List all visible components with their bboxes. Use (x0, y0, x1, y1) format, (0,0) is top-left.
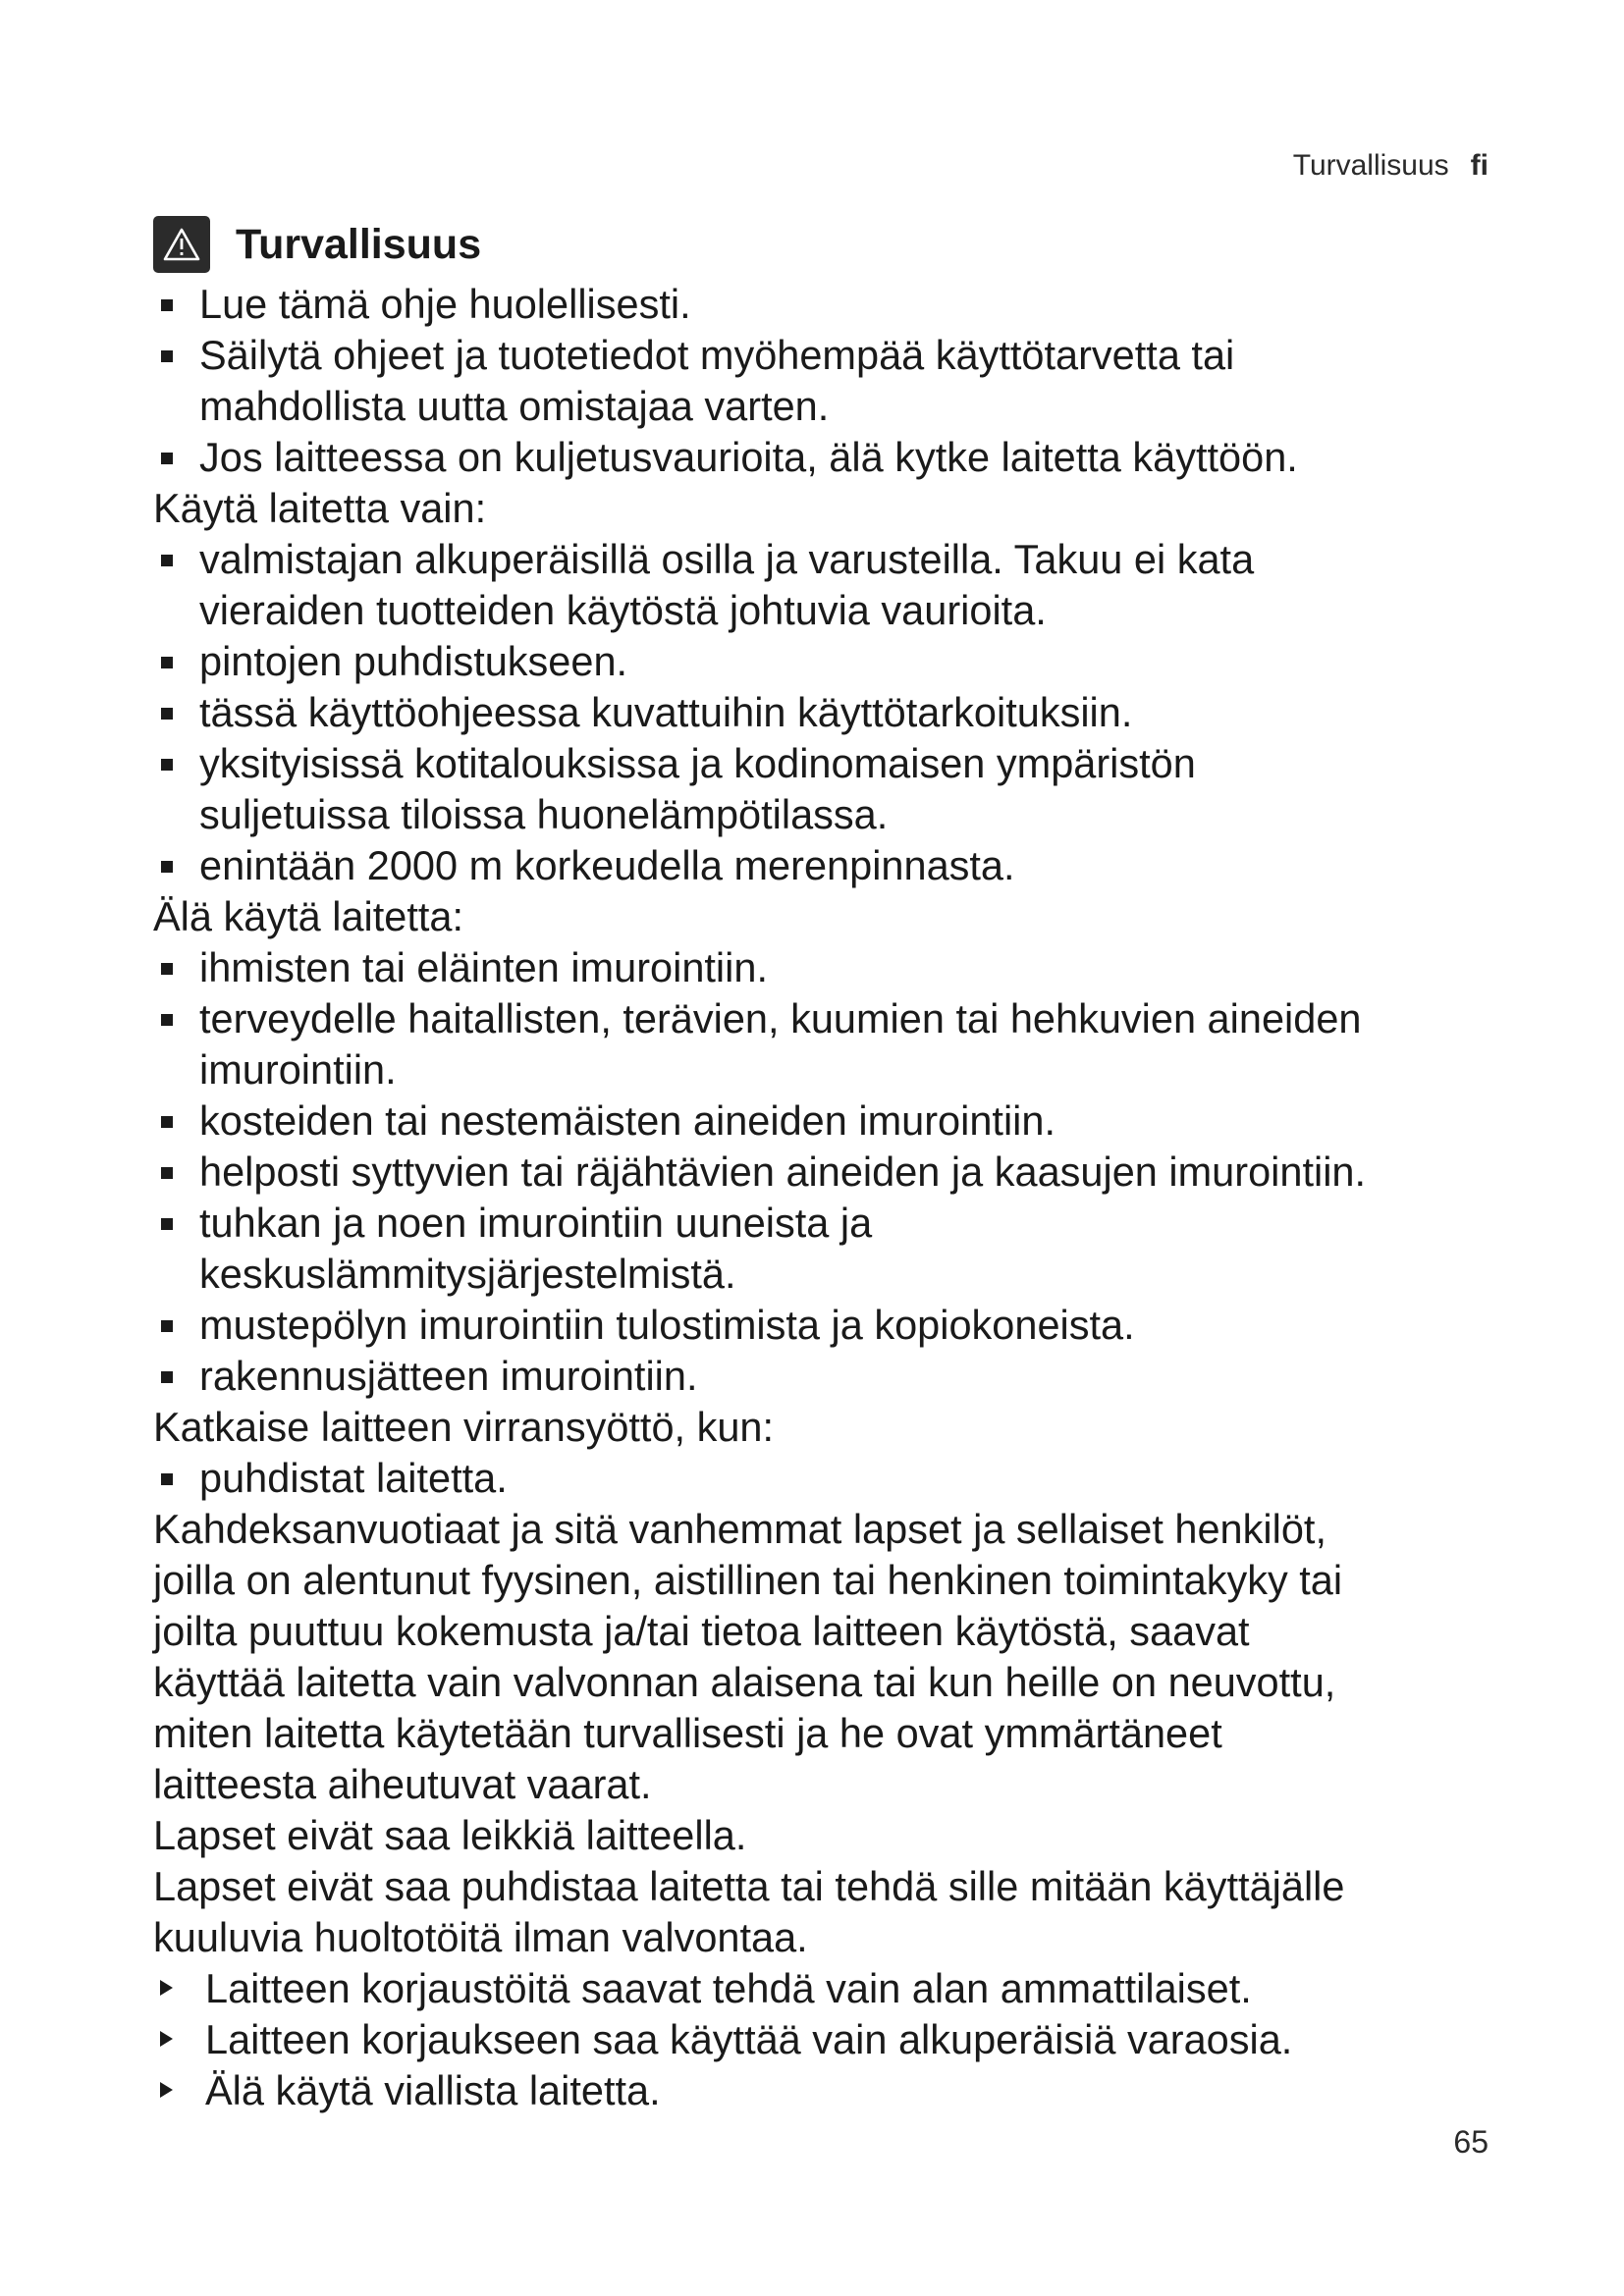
list-item-text: imurointiin. (199, 1046, 397, 1093)
list-item (153, 1095, 1508, 1147)
paragraph-line: joilla on alentunut fyysinen, aistillinen tai henkinen toimintakyky tai (153, 1557, 1343, 1603)
instruction-step (153, 2065, 1508, 2116)
page-content (153, 210, 1508, 2116)
list-item (153, 840, 1508, 891)
instruction-step (153, 2014, 1508, 2065)
list-item-text: pintojen puhdistukseen. (199, 638, 628, 684)
list-item (153, 1147, 1508, 1198)
list-item (153, 432, 1508, 483)
paragraph-children-supervision (153, 1504, 1508, 1810)
list-item (153, 279, 1508, 330)
list-item (153, 1351, 1508, 1402)
disconnect-list (153, 1453, 1508, 1504)
do-not-use-list (153, 942, 1508, 1402)
list-item (153, 1198, 1508, 1300)
list-item-text: tässä käyttöohjeessa kuvattuihin käyttötarkoituksiin. (199, 689, 1133, 735)
page-title: Turvallisuus (236, 221, 482, 268)
list-item-text: ihmisten tai eläinten imurointiin. (199, 944, 768, 990)
list-item-text: Lue tämä ohje huolellisesti. (199, 281, 691, 327)
list-item (153, 738, 1508, 840)
use-only-heading: Käytä laitetta vain: (153, 485, 487, 531)
list-item-text: yksityisissä kotitalouksissa ja kodinomaisen ympäristön (199, 740, 1196, 786)
list-item (153, 330, 1508, 432)
list-item-text: rakennusjätteen imurointiin. (199, 1353, 698, 1399)
list-item-text: Jos laitteessa on kuljetusvaurioita, älä kytke laitetta käyttöön. (199, 434, 1298, 480)
list-item (153, 993, 1508, 1095)
instruction-step (153, 1963, 1508, 2014)
paragraph-line: Lapset eivät saa puhdistaa laitetta tai tehdä sille mitään käyttäjälle (153, 1863, 1345, 1909)
list-item (153, 942, 1508, 993)
paragraph-line: Lapset eivät saa leikkiä laitteella. (153, 1812, 747, 1858)
paragraph-line: Kahdeksanvuotiaat ja sitä vanhemmat lapset ja sellaiset henkilöt, (153, 1506, 1326, 1552)
list-item-text: kosteiden tai nestemäisten aineiden imurointiin. (199, 1097, 1056, 1144)
list-item-text: keskuslämmitysjärjestelmistä. (199, 1251, 736, 1297)
running-header-language: fi (1470, 149, 1489, 182)
paragraph-line: miten laitetta käytetään turvallisesti ja he ovat ymmärtäneet (153, 1710, 1222, 1756)
paragraph-line: laitteesta aiheutuvat vaarat. (153, 1761, 652, 1807)
step-arrow-icon (160, 2031, 173, 2047)
instruction-step-text: Älä käytä viallista laitetta. (205, 2067, 661, 2113)
list-item-text: mustepölyn imurointiin tulostimista ja kopiokoneista. (199, 1302, 1135, 1348)
step-arrow-icon (160, 1980, 173, 1996)
paragraph-children-play (153, 1810, 1508, 1861)
list-item-text: tuhkan ja noen imurointiin uuneista ja (199, 1200, 873, 1246)
running-header-section: Turvallisuus (1292, 149, 1449, 182)
list-item-text: enintään 2000 m korkeudella merenpinnasta. (199, 842, 1015, 888)
use-only-list (153, 534, 1508, 891)
list-item (153, 1453, 1508, 1504)
list-item (153, 687, 1508, 738)
step-arrow-icon (160, 2082, 173, 2098)
list-item-text: vieraiden tuotteiden käytöstä johtuvia vaurioita. (199, 587, 1047, 633)
list-item-text: puhdistat laitetta. (199, 1455, 508, 1501)
section-title-row (153, 210, 1508, 279)
list-item (153, 534, 1508, 636)
warning-triangle-icon (153, 216, 210, 273)
intro-list (153, 279, 1508, 483)
list-item-text: mahdollista uutta omistajaa varten. (199, 383, 830, 429)
page-number: 65 (1453, 2124, 1489, 2160)
list-item (153, 1300, 1508, 1351)
paragraph-line: kuuluvia huoltotöitä ilman valvontaa. (153, 1914, 808, 1960)
list-item-text: Säilytä ohjeet ja tuotetiedot myöhempää käyttötarvetta tai (199, 332, 1235, 378)
instruction-steps (153, 1963, 1508, 2116)
list-item-text: suljetuissa tiloissa huonelämpötilassa. (199, 791, 889, 837)
paragraph-line: joilta puuttuu kokemusta ja/tai tietoa laitteen käytöstä, saavat (153, 1608, 1250, 1654)
list-item-text: terveydelle haitallisten, terävien, kuumien tai hehkuvien aineiden (199, 995, 1362, 1041)
instruction-step-text: Laitteen korjaustöitä saavat tehdä vain alan ammattilaiset. (205, 1965, 1252, 2011)
paragraph-children-cleaning (153, 1861, 1508, 1963)
list-item-text: valmistajan alkuperäisillä osilla ja varusteilla. Takuu ei kata (199, 536, 1255, 582)
running-header (1293, 149, 1489, 183)
paragraph-line: käyttää laitetta vain valvonnan alaisena tai kun heille on neuvottu, (153, 1659, 1336, 1705)
list-item (153, 636, 1508, 687)
do-not-use-heading: Älä käytä laitetta: (153, 893, 464, 939)
list-item-text: helposti syttyvien tai räjähtävien aineiden ja kaasujen imurointiin. (199, 1148, 1367, 1195)
disconnect-heading: Katkaise laitteen virransyöttö, kun: (153, 1404, 775, 1450)
instruction-step-text: Laitteen korjaukseen saa käyttää vain alkuperäisiä varaosia. (205, 2016, 1293, 2062)
